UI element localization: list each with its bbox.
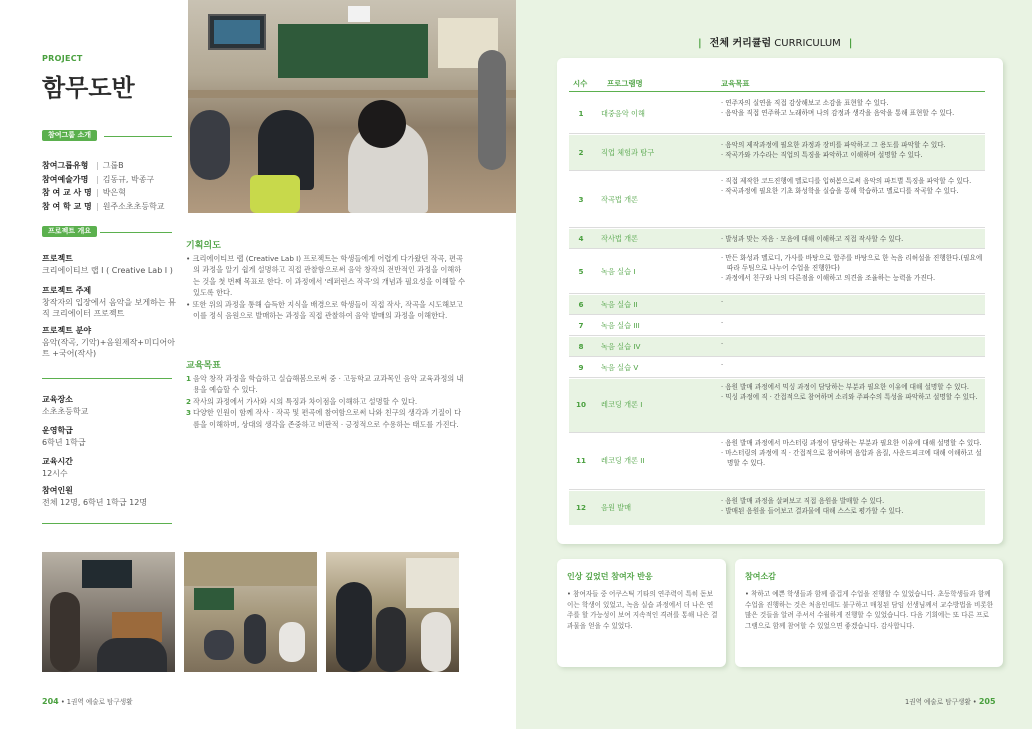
goal-item: 3 다양한 인원이 함께 작사 · 작곡 및 편곡에 참여함으로써 나와 친구의 생각과 기질이 다름을 이해하며, 상대의 생각을 존중하고 비판적 · 긍정적으로 수용하는 태도를 가진다. (186, 408, 462, 429)
activity-photo-3 (326, 552, 459, 672)
curriculum-heading: | 전체 커리큘럼 CURRICULUM | (698, 38, 853, 49)
tag-divider (100, 232, 172, 233)
overview-tag: 프로젝트 개요 (42, 226, 97, 237)
table-row: 10 레코딩 개론 I · 음원 발매 과정에서 믹싱 과정이 담당하는 부분과 필요한 이유에 대해 설명할 수 있다. · 믹싱 과정에 직 · 간접적으로 참여하며 소리와 주파수의 특성을 파악하고 설명할 수 있다. (569, 379, 985, 433)
page-title: 함무도반 (42, 74, 135, 102)
detail-hours: 교육시간 12시수 (42, 457, 73, 478)
project-label: PROJECT (42, 54, 83, 63)
goal-item: 2 작사의 과정에서 가사와 시의 특징과 차이점을 이해하고 설명할 수 있다. (186, 396, 418, 406)
info-row: 참 여 학 교 명 | 원주소초초등학교 (42, 201, 165, 211)
table-row: 1 대중음악 이해 · 연주자의 실연을 직접 감상해보고 소감을 표현할 수 있다. · 음악을 직접 연주하고 노래하며 나의 감정과 생각을 음악을 통해 표현할 수 있다. (569, 94, 985, 134)
impression-text: • 참여자들 중 어쿠스틱 기타의 연주력이 특히 돋보이는 학생이 있었고, 녹음 실습 과정에서 더 나은 연주를 할 가능성이 보여 지속적인 격려를 통해 나은 결과물을 얻을 수 있었다. (567, 590, 718, 630)
activity-photo-2 (184, 552, 317, 672)
tag-divider (104, 136, 172, 137)
detail-class: 운영학급 6학년 1학급 (42, 426, 86, 447)
group-info (42, 159, 182, 213)
planning-text: • 크리에이티브 랩 (Creative Lab I) 프로젝트는 학생들에게 어렵게 다가왔던 작곡, 편곡의 과정을 알기 쉽게 설명하고 직접 관찰함으로써 음악 창작의 전반적인 과정을 이해하는 것을 첫 번째 목표로 한다. 이 과정에서 '레퍼런스 작곡'의 개념과 필요성을 이해할 수 있도록 한다. • 또한 위의 과정을 통해 습득한 지식을 배경으로 학생들이 직접 작사, 작곡을 시도해보고 이를 정식 음원으로 발매하는 과정을 직접 관찰하여 음악 발매의 과정을 이해한다. (186, 254, 466, 321)
table-row: 5 녹음 실습 I · 만든 화성과 멜로디, 가사를 바탕으로 합주를 바탕으로 한 녹음 리허설을 진행한다.(필요에 따라 두팀으로 나누어 수업을 진행한다) · 과정에서 친구와 나의 다른점을 이해하고 의견을 조율하는 능력을 가진다. (569, 250, 985, 294)
review-title: 참여소감 (745, 572, 776, 581)
detail-location: 교육장소 소초초등학교 (42, 395, 89, 416)
review-text: • 착하고 예쁜 학생들과 함께 즐겁게 수업을 진행할 수 있었습니다. 초등학생들과 함께 수업을 진행하는 것은 처음인데도 불구하고 매칭된 담임 선생님께서 교수방법을 비롯한 많은 것들을 알려 주셔서 수월하게 진행할 수 있었습니다. 다음 기회에는 또 다른 프로그램으로 함께 참여할 수 있었으면 좋겠습니다. 감사합니다. (745, 590, 994, 630)
info-row: 참여예술가명 | 김동규, 박종구 (42, 174, 155, 184)
curriculum-table (557, 58, 1003, 544)
classroom-photo (188, 0, 516, 213)
table-row: 12 음원 발매 · 음원 발매 과정을 살펴보고 직접 음원을 발매할 수 있다. · 발매된 음원을 들어보고 결과물에 대해 스스로 평가할 수 있다. (569, 491, 985, 525)
impression-card (557, 559, 726, 667)
info-row: 참 여 교 사 명 | 박은혁 (42, 188, 126, 198)
info-row: 참여그룹유형 | 그룹B (42, 161, 124, 170)
group-intro-tag: 참여그룹 소개 (42, 130, 97, 141)
table-row: 6 녹음 실습 II · (569, 295, 985, 315)
left-footer: 204 • 1권역 예술로 탐구생활 (42, 697, 133, 706)
activity-photo-1 (42, 552, 175, 672)
section-divider (42, 378, 172, 379)
review-card (735, 559, 1003, 667)
table-row: 8 녹음 실습 IV · (569, 337, 985, 357)
planning-title: 기획의도 (186, 241, 221, 251)
goals-title: 교육목표 (186, 361, 221, 371)
right-footer: 1권역 예술로 탐구생활 • 205 (905, 697, 996, 706)
goal-item: 1 음악 창작 과정을 학습하고 실습해봄으로써 중 · 고등학교 교과목인 음악 교육과정의 내용을 예습할 수 있다. (186, 374, 464, 395)
section-divider (42, 523, 172, 524)
overview-project: 프로젝트 크리에이티브 랩 I ( Creative Lab I ) (42, 254, 173, 275)
table-row: 7 녹음 실습 III · (569, 316, 985, 336)
overview-field: 프로젝트 분야 음악(작곡, 기악)+음원제작+미디어아트 +국어(작사) (42, 326, 175, 358)
detail-participants: 참여인원 전체 12명, 6학년 1학급 12명 (42, 486, 148, 507)
goals-list (186, 373, 466, 430)
table-row: 4 작사법 개론 · 발성과 맞는 자음 · 모음에 대해 이해하고 직접 작사할 수 있다. (569, 229, 985, 249)
table-header: 시수 프로그램명 교육목표 (569, 74, 985, 92)
impression-title: 인상 깊었던 참여자 반응 (567, 572, 653, 581)
table-row: 11 레코딩 개론 II · 음원 발매 과정에서 마스터링 과정이 담당하는 부분과 필요한 이유에 대해 설명할 수 있다. · 마스터링의 과정에 직 · 간접적으로 참여하며 음압과 음질, 사운드피크에 대해 이해하고 설명할 수 있다. (569, 434, 985, 490)
overview-topic: 프로젝트 주제 창작자의 입장에서 음악을 보게하는 뮤직 크리에이터 프로젝트 (42, 286, 176, 318)
table-row: 3 작곡법 개론 · 직접 제작한 코드진행에 멜로디를 입혀봄으로써 음악의 파트별 특징을 파악할 수 있다. · 작곡과정에 필요한 기초 화성학을 실습을 통해 학습하고 멜로디를 작곡할 수 있다. (569, 172, 985, 228)
table-row: 2 직업 체험과 탐구 · 음악의 제작과정에 필요한 과정과 장비를 파악하고 그 용도를 파악할 수 있다. · 작곡가와 가수라는 직업의 특징을 파악하고 이해하며 설명할 수 있다. (569, 135, 985, 171)
table-row: 9 녹음 실습 V · (569, 358, 985, 378)
